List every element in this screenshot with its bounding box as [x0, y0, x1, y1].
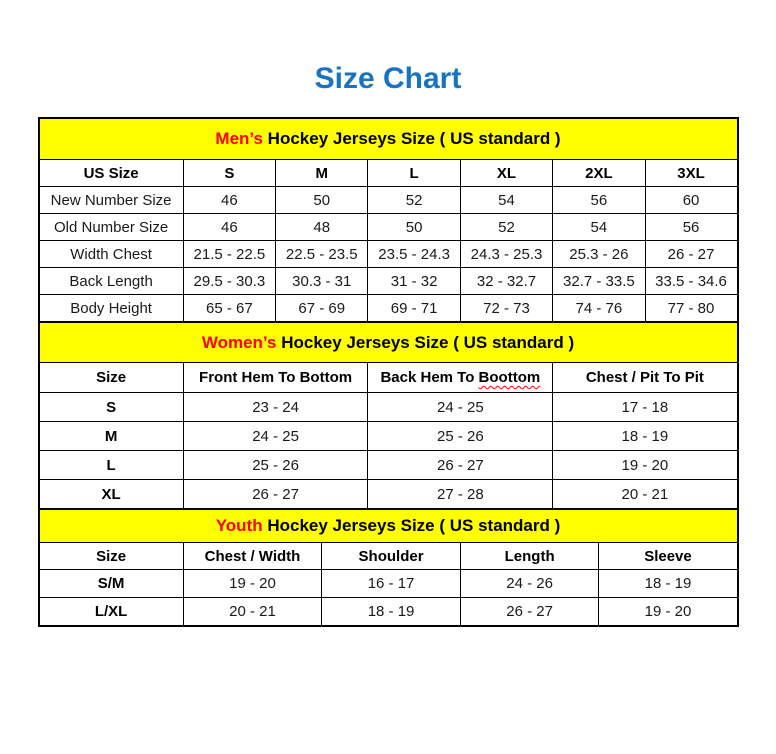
cell: 25 - 26	[183, 451, 368, 480]
misspelled-word: Boottom	[478, 369, 541, 386]
cell: 56	[553, 187, 645, 214]
youth-band-rest: Hockey Jerseys Size ( US standard )	[262, 516, 561, 535]
cell: 20 - 21	[553, 480, 738, 510]
cell: 26 - 27	[183, 480, 368, 510]
cell: 31 - 32	[368, 268, 460, 295]
mens-band-title	[39, 118, 738, 160]
cell: 19 - 20	[599, 598, 738, 627]
cell: 46	[183, 214, 275, 241]
table-row	[39, 422, 738, 451]
table-row	[39, 480, 738, 510]
row-label: L/XL	[39, 598, 184, 627]
mens-col-header: 3XL	[645, 160, 737, 187]
cell: 56	[645, 214, 737, 241]
mens-col-header: S	[183, 160, 275, 187]
cell: 25.3 - 26	[553, 241, 645, 268]
table-row	[39, 570, 738, 598]
youth-band-prefix: Youth	[215, 516, 263, 535]
womens-band-rest: Hockey Jerseys Size ( US standard )	[276, 332, 575, 352]
womens-col-header: Front Hem To Bottom	[183, 363, 368, 393]
youth-col-header: Sleeve	[599, 543, 738, 570]
cell: 17 - 18	[553, 393, 738, 422]
cell: 46	[183, 187, 275, 214]
row-label: S	[39, 393, 184, 422]
womens-band-title	[39, 322, 738, 363]
womens-band-row	[39, 322, 738, 363]
row-label: XL	[39, 480, 184, 510]
mens-header-row	[39, 160, 738, 187]
youth-col-header: Size	[39, 543, 184, 570]
cell: 69 - 71	[368, 295, 460, 323]
cell: 24 - 26	[460, 570, 599, 598]
cell: 26 - 27	[460, 598, 599, 627]
mens-col-header: XL	[460, 160, 552, 187]
mens-col-header: M	[276, 160, 368, 187]
cell: 77 - 80	[645, 295, 737, 323]
mens-size-table	[38, 117, 739, 323]
youth-band-row	[39, 509, 738, 543]
cell: 27 - 28	[368, 480, 553, 510]
womens-col-header	[368, 363, 553, 393]
cell: 18 - 19	[553, 422, 738, 451]
cell: 29.5 - 30.3	[183, 268, 275, 295]
cell: 65 - 67	[183, 295, 275, 323]
cell: 21.5 - 22.5	[183, 241, 275, 268]
cell: 32 - 32.7	[460, 268, 552, 295]
cell: 54	[460, 187, 552, 214]
mens-band-rest: Hockey Jerseys Size ( US standard )	[262, 129, 561, 148]
womens-col-header: Size	[39, 363, 184, 393]
youth-col-header: Shoulder	[322, 543, 461, 570]
row-label: S/M	[39, 570, 184, 598]
table-row	[39, 598, 738, 627]
row-label: Old Number Size	[39, 214, 184, 241]
table-row	[39, 241, 738, 268]
mens-col-header: 2XL	[553, 160, 645, 187]
cell: 19 - 20	[553, 451, 738, 480]
cell: 52	[368, 187, 460, 214]
cell: 23.5 - 24.3	[368, 241, 460, 268]
cell: 72 - 73	[460, 295, 552, 323]
mens-band-prefix: Men’s	[215, 129, 263, 148]
row-label: L	[39, 451, 184, 480]
cell: 16 - 17	[322, 570, 461, 598]
cell: 48	[276, 214, 368, 241]
cell: 30.3 - 31	[276, 268, 368, 295]
cell: 24.3 - 25.3	[460, 241, 552, 268]
womens-size-table	[38, 321, 739, 510]
row-label: Body Height	[39, 295, 184, 323]
mens-col-header: US Size	[39, 160, 184, 187]
cell: 50	[368, 214, 460, 241]
womens-band-prefix: Women’s	[201, 332, 277, 352]
cell: 33.5 - 34.6	[645, 268, 737, 295]
row-label: New Number Size	[39, 187, 184, 214]
table-row	[39, 187, 738, 214]
size-chart-container	[38, 117, 739, 627]
cell: 24 - 25	[368, 393, 553, 422]
table-row	[39, 268, 738, 295]
cell: 54	[553, 214, 645, 241]
cell: 24 - 25	[183, 422, 368, 451]
youth-size-table	[38, 508, 739, 627]
womens-col-header: Chest / Pit To Pit	[553, 363, 738, 393]
cell: 25 - 26	[368, 422, 553, 451]
mens-col-header: L	[368, 160, 460, 187]
cell: 32.7 - 33.5	[553, 268, 645, 295]
mens-band-row	[39, 118, 738, 160]
table-row	[39, 393, 738, 422]
row-label: M	[39, 422, 184, 451]
cell: 26 - 27	[368, 451, 553, 480]
youth-col-header: Length	[460, 543, 599, 570]
row-label: Width Chest	[39, 241, 184, 268]
back-hem-label: Back Hem To	[380, 369, 479, 386]
cell: 67 - 69	[276, 295, 368, 323]
cell: 60	[645, 187, 737, 214]
cell: 22.5 - 23.5	[276, 241, 368, 268]
youth-band-title	[39, 509, 738, 543]
youth-col-header: Chest / Width	[183, 543, 322, 570]
cell: 18 - 19	[322, 598, 461, 627]
cell: 74 - 76	[553, 295, 645, 323]
cell: 19 - 20	[183, 570, 322, 598]
table-row	[39, 214, 738, 241]
cell: 52	[460, 214, 552, 241]
table-row	[39, 451, 738, 480]
table-row	[39, 295, 738, 323]
womens-header-row	[39, 363, 738, 393]
page-title: Size Chart	[314, 62, 462, 95]
youth-header-row	[39, 543, 738, 570]
cell: 18 - 19	[599, 570, 738, 598]
cell: 26 - 27	[645, 241, 737, 268]
row-label: Back Length	[39, 268, 184, 295]
cell: 23 - 24	[183, 393, 368, 422]
cell: 20 - 21	[183, 598, 322, 627]
cell: 50	[276, 187, 368, 214]
